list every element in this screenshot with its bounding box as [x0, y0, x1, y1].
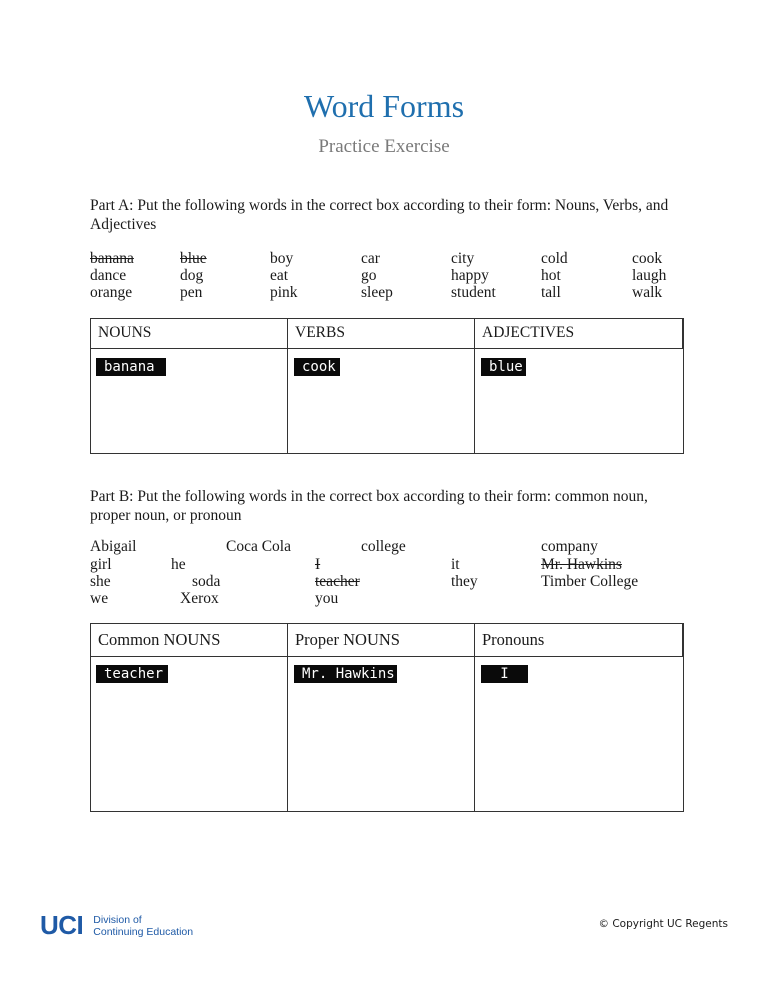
part-b-table: [90, 623, 684, 812]
page-title: Word Forms: [303, 88, 465, 124]
word-item: tall: [541, 284, 561, 301]
column-header-adjectives: ADJECTIVES: [475, 319, 683, 349]
part-b-instruction: Part B: Put the following words in the correct box according to their form: common noun, proper noun, or pronoun: [90, 488, 648, 524]
answer-tag-proper-nouns[interactable]: Mr. Hawkins: [294, 665, 397, 683]
word-item: dog: [180, 267, 204, 284]
part-a-instruction: Part A: Put the following words in the correct box according to their form: Nouns, Verbs, and Adjectives: [90, 197, 669, 233]
word-item: company: [541, 538, 598, 555]
column-header-nouns: NOUNS: [91, 319, 288, 349]
column-header-proper-nouns: Proper NOUNS: [288, 624, 475, 657]
answer-tag-nouns[interactable]: banana: [96, 358, 166, 376]
column-header-verbs: VERBS: [288, 319, 475, 349]
word-item: student: [451, 284, 496, 301]
column-header-pronouns: Pronouns: [475, 624, 683, 657]
word-item: eat: [270, 267, 289, 284]
word-item: soda: [192, 573, 221, 590]
word-item: Xerox: [180, 590, 219, 607]
uci-logo: [40, 910, 193, 941]
word-item: pen: [180, 284, 203, 301]
part-a-table: [90, 318, 684, 454]
copyright-notice: © Copyright UC Regents: [598, 918, 728, 930]
word-item: cook: [632, 250, 663, 267]
word-item: you: [315, 590, 339, 607]
word-item: car: [361, 250, 380, 267]
answer-tag-common-nouns[interactable]: teacher: [96, 665, 168, 683]
logo-text: [93, 914, 193, 938]
word-item: she: [90, 573, 111, 590]
column-header-common-nouns: Common NOUNS: [91, 624, 288, 657]
word-item: girl: [90, 556, 112, 573]
word-item: Mr. Hawkins: [541, 556, 622, 573]
word-item: we: [90, 590, 109, 607]
logo-line-2: Continuing Education: [93, 925, 194, 938]
word-item: walk: [632, 284, 663, 301]
word-item: city: [451, 250, 475, 267]
word-item: teacher: [315, 573, 360, 590]
word-item: dance: [90, 267, 127, 284]
word-item: sleep: [361, 284, 393, 301]
word-item: hot: [541, 267, 561, 284]
word-item: he: [171, 556, 186, 573]
word-item: banana: [90, 250, 134, 267]
word-item: blue: [180, 250, 207, 267]
word-item: pink: [270, 284, 298, 301]
word-item: Coca Cola: [226, 538, 291, 555]
word-item: Timber College: [541, 573, 639, 590]
word-item: orange: [90, 284, 133, 301]
word-item: it: [451, 556, 460, 573]
word-item: go: [361, 267, 377, 284]
word-item: cold: [541, 250, 568, 267]
page-subtitle: Practice Exercise: [318, 136, 450, 157]
word-item: I: [315, 556, 321, 573]
word-item: happy: [451, 267, 489, 284]
word-item: college: [361, 538, 406, 555]
word-item: boy: [270, 250, 294, 267]
answer-tag-adjectives[interactable]: blue: [481, 358, 526, 376]
answer-tag-pronouns[interactable]: I: [481, 665, 528, 683]
word-item: Abigail: [90, 538, 137, 555]
answer-tag-verbs[interactable]: cook: [294, 358, 340, 376]
word-item: laugh: [632, 267, 667, 284]
logo-mark: UCI: [40, 910, 84, 940]
logo-line-1: Division of: [93, 913, 142, 926]
word-item: they: [451, 573, 478, 590]
